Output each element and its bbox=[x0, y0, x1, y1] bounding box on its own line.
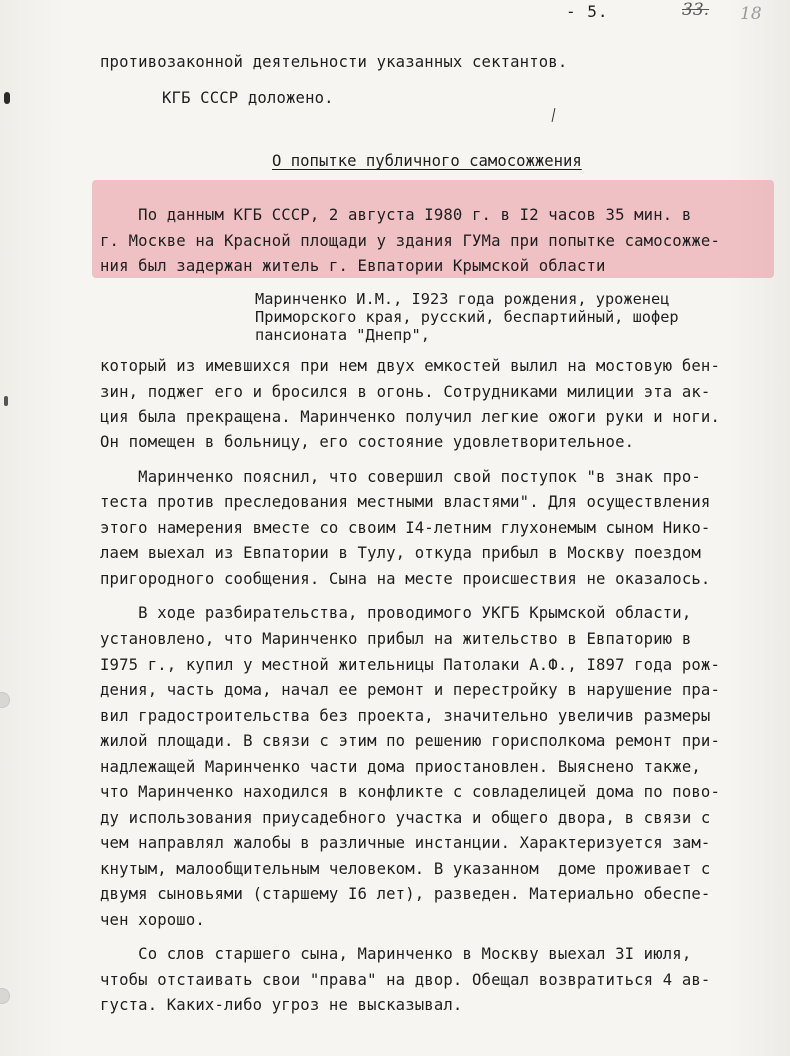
pen-tick bbox=[552, 108, 556, 122]
text-line: ду использования приусадебного участка и общего двора, в связи с bbox=[100, 809, 711, 827]
person-line: Приморского края, русский, беспартийный, шофер bbox=[255, 308, 679, 326]
text-line: пригородного сообщения. Сына на месте происшествия не оказалось. bbox=[100, 570, 711, 588]
person-line: пансионата "Днепр", bbox=[255, 326, 430, 344]
text-line: этого намерения вместе со своим I4-летним глухонемым сыном Нико- bbox=[100, 519, 711, 537]
text-line: вил градостроительства без проекта, значительно увеличив размеры bbox=[100, 707, 711, 725]
text-line: что Маринченко находился в конфликте с совладелицей дома по пово- bbox=[100, 783, 720, 801]
text-line: чем направлял жалобы в различные инстанции. Характеризуется зам- bbox=[100, 834, 711, 852]
text-line: ния был задержан житель г. Евпатории Крымской области bbox=[100, 257, 606, 275]
intro-line: противозаконной деятельности указанных сектантов. bbox=[100, 53, 568, 71]
page-number: - 5. bbox=[566, 2, 609, 21]
text-line: двумя сыновьями (старшему I6 лет), разведен. Материально обеспе- bbox=[100, 885, 711, 903]
binder-mark bbox=[4, 92, 10, 104]
text-line: лаем выехал из Евпатории в Тулу, откуда прибыл в Москву поездом bbox=[100, 544, 701, 562]
text-line: теста против преследования местными властями". Для осуществления bbox=[100, 493, 711, 511]
text-line: Со слов старшего сына, Маринченко в Москву выехал 3I июля, bbox=[100, 945, 692, 963]
binder-mark bbox=[4, 396, 8, 406]
text-line: жилой площади. В связи с этим по решению горисполкома ремонт при- bbox=[100, 732, 720, 750]
handwritten-page-number: 33. bbox=[682, 0, 710, 20]
text-line: По данным КГБ СССР, 2 августа I980 г. в I2 часов 35 мин. в bbox=[100, 206, 692, 224]
section-title: О попытке публичного самосожжения bbox=[272, 152, 582, 170]
text-line: Маринченко пояснил, что совершил свой поступок "в знак про- bbox=[100, 468, 701, 486]
text-line: кнутым, малообщительным человеком. В указанном доме проживает с bbox=[100, 860, 711, 878]
punch-hole bbox=[0, 692, 10, 708]
text-line: I975 г., купил у местной жительницы Патолаки А.Ф., I897 года рож- bbox=[100, 656, 720, 674]
text-line: надлежащей Маринченко части дома приостановлен. Выяснено также, bbox=[100, 758, 701, 776]
punch-hole bbox=[0, 988, 10, 1004]
text-line: установлено, что Маринченко прибыл на жительство в Евпаторию в bbox=[100, 630, 692, 648]
text-line: густа. Каких-либо угроз не высказывал. bbox=[100, 996, 463, 1014]
text-line: зин, поджег его и бросился в огонь. Сотрудниками милиции эта ак- bbox=[100, 383, 711, 401]
text-line: чтобы отстаивать свои "права" на двор. Обещал возвратиться 4 ав- bbox=[100, 971, 711, 989]
text-line: который из имевшихся при нем двух емкостей вылил на мостовую бен- bbox=[100, 357, 720, 375]
text-line: дения, часть дома, начал ее ремонт и перестройку в нарушение пра- bbox=[100, 681, 720, 699]
text-line: Он помещен в больницу, его состояние удовлетворительное. bbox=[100, 433, 635, 451]
text-line: г. Москве на Красной площади у здания ГУМа при попытке самосожже- bbox=[100, 232, 720, 250]
text-line: ция была прекращена. Маринченко получил легкие ожоги руки и ноги. bbox=[100, 408, 720, 426]
handwritten-page-number-faint: 18 bbox=[740, 4, 762, 24]
text-line: чен хорошо. bbox=[100, 911, 205, 929]
intro-line: КГБ СССР доложено. bbox=[162, 89, 334, 107]
person-line: Маринченко И.М., I923 года рождения, уроженец bbox=[255, 290, 670, 308]
text-line: В ходе разбирательства, проводимого УКГБ Крымской области, bbox=[100, 604, 692, 622]
